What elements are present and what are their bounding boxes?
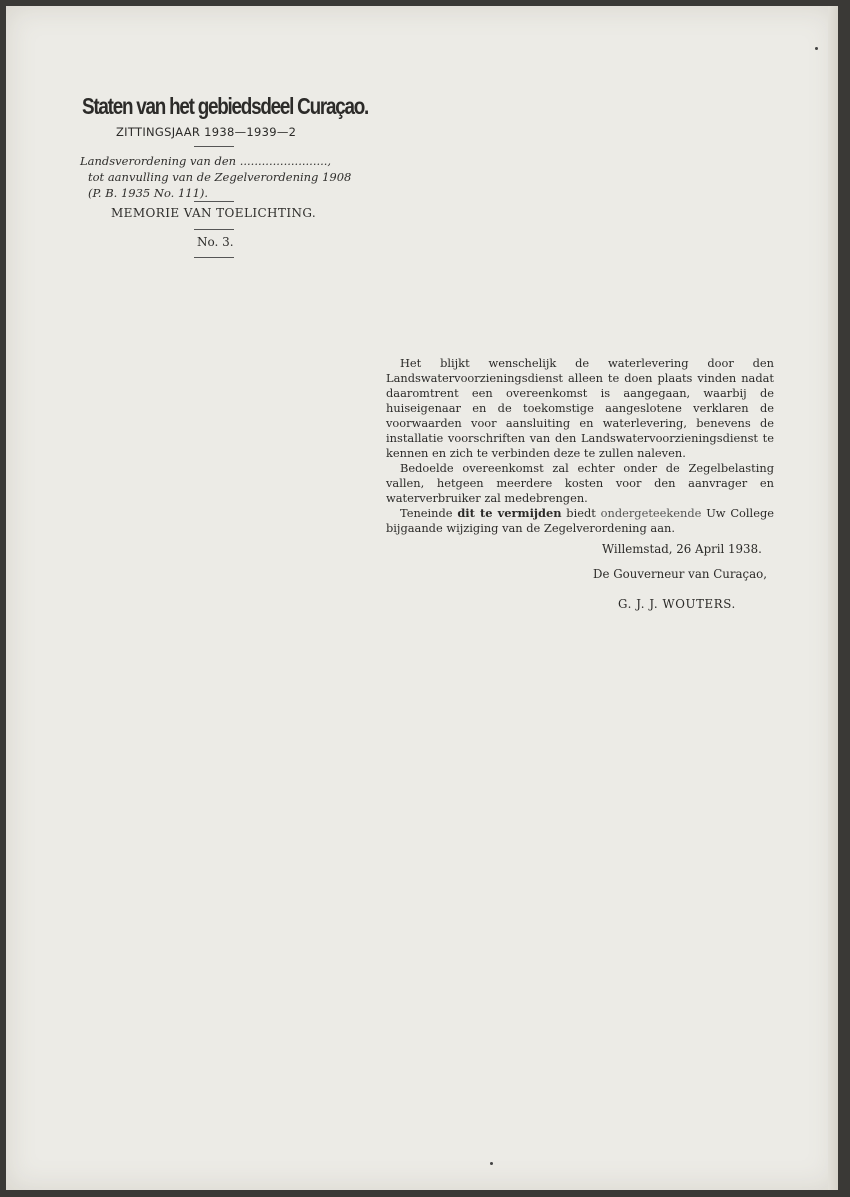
session-year: ZITTINGSJAAR 1938—1939—2 <box>116 125 297 139</box>
divider-rule <box>194 257 234 258</box>
paragraph-3-faded: ondergeteekende <box>600 506 702 520</box>
memorie-heading: MEMORIE VAN TOELICHTING. <box>111 206 317 220</box>
paragraph-2: Bedoelde overeenkomst zal echter onder de Zegelbelasting vallen, hetgeen meerdere kosten voor den aanvrager en waterverbruiker zal medebrengen. <box>386 461 774 505</box>
document-number: No. 3. <box>197 235 234 249</box>
divider-rule <box>194 146 234 147</box>
divider-rule <box>194 229 234 230</box>
subject-line-2: tot aanvulling van de Zegelverordening 1908 <box>88 170 352 184</box>
paragraph-3-bold: dit te vermijden <box>457 506 562 520</box>
paper-speck <box>490 1162 493 1165</box>
subject-line-1: Landsverordening van den ........................, <box>80 154 332 168</box>
paragraph-3 <box>386 506 774 536</box>
place-date: Willemstad, 26 April 1938. <box>602 542 762 556</box>
paragraph-3-mid: biedt <box>561 506 601 520</box>
paper-speck <box>815 47 818 50</box>
signer-name: G. J. J. WOUTERS. <box>618 597 736 611</box>
paragraph-1: Het blijkt wenschelijk de waterlevering door den Landswatervoorzieningsdienst alleen te doen plaats vinden nadat daaromtrent een overeenkomst is aangegaan, waarbij de huiseigenaar en de toekomstige aangeslotene verklaren de voorwaarden voor aansluiting en waterlevering, benevens de installatie voorschriften van den Landswatervoorzieningsdienst te kennen en zich te verbinden deze te zullen naleven. <box>386 356 774 460</box>
subject-block <box>80 153 370 201</box>
signer-role: De Gouverneur van Curaçao, <box>593 567 767 581</box>
document-title: Staten van het gebiedsdeel Curaçao. <box>82 93 369 119</box>
explanation-body <box>386 356 774 536</box>
subject-line-3: (P. B. 1935 No. 111). <box>88 186 209 200</box>
divider-rule <box>194 201 234 202</box>
paper-edge <box>828 6 838 1190</box>
paragraph-3-end: Uw College bijgaande wijziging van de Zegelverordening aan. <box>386 506 774 535</box>
paragraph-3-start: Teneinde <box>400 506 458 520</box>
